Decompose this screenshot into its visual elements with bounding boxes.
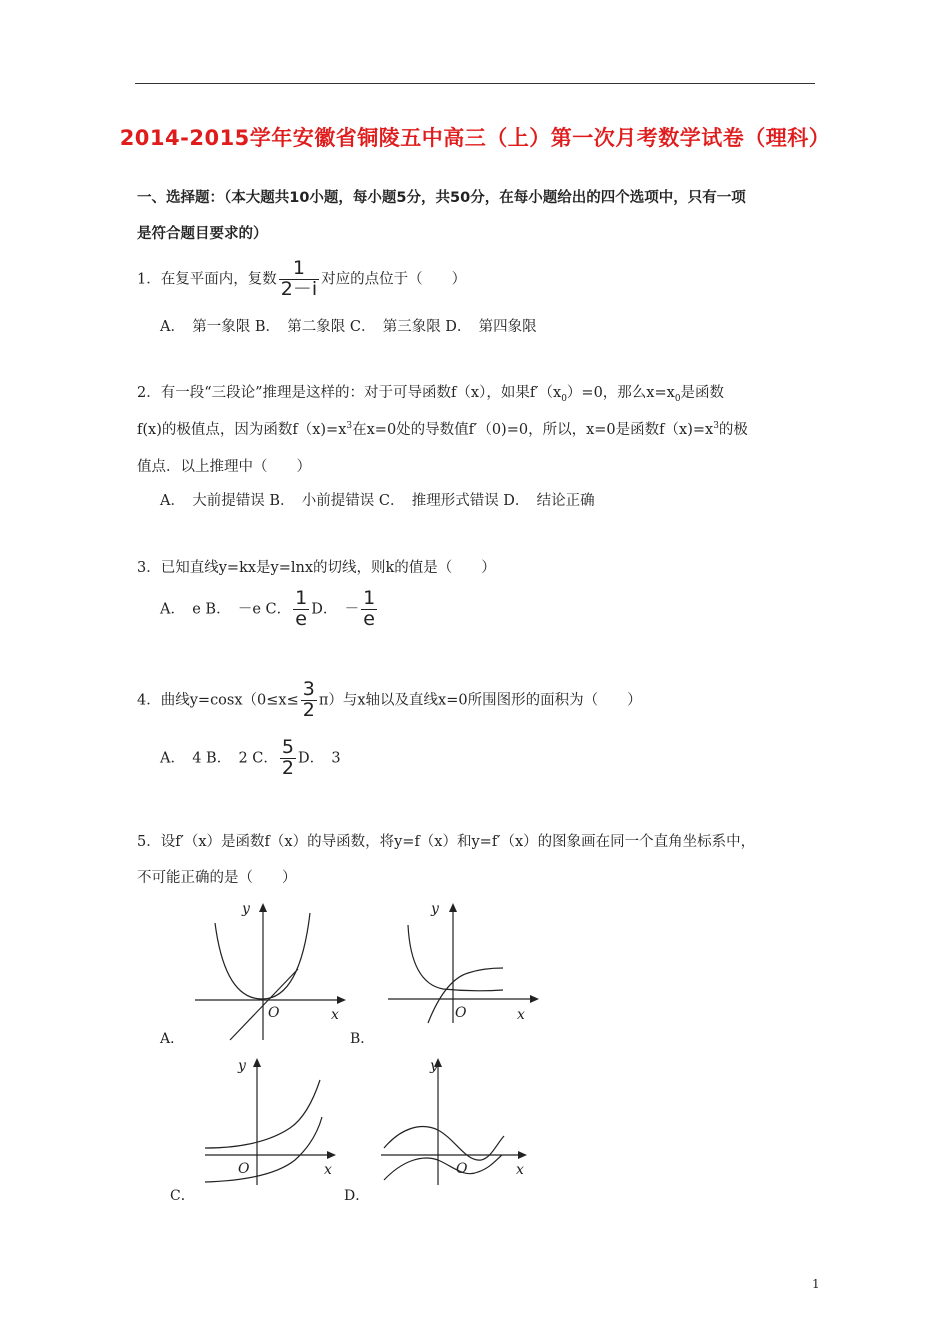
graph-b xyxy=(383,895,543,1025)
q3-fraction-c: $\frac{1}{e}$ xyxy=(295,587,308,630)
graph-d xyxy=(376,1050,536,1190)
svg-text:y: y xyxy=(431,901,439,917)
page-number: 1 xyxy=(812,1277,820,1291)
question-1-options: A． 第一象限 B． 第二象限 C． 第三象限 D． 第四象限 xyxy=(160,319,537,335)
question-1: 1．在复平面内，复数 $\frac{1}{2-i}$ 对应的点位于（ ） xyxy=(137,257,467,300)
section-heading-line1: 一、选择题：（本大题共10小题，每小题5分，共50分，在每小题给出的四个选项中，只有一项 xyxy=(137,190,746,206)
question-2-options: A． 大前提错误 B． 小前提错误 C． 推理形式错误 D． 结论正确 xyxy=(160,493,595,509)
svg-text:y: y xyxy=(238,1058,246,1074)
question-2-line1: 2．有一段“三段论”推理是这样的：对于可导函数f（x），如果$f'(x_0)=0$，那么$x=x_0$是函数 xyxy=(137,385,725,404)
svg-text:O: O xyxy=(455,1005,467,1021)
svg-text:O: O xyxy=(238,1161,250,1177)
q4-fraction: $\frac{3}{2}$ xyxy=(302,678,315,721)
graph-a xyxy=(190,895,350,1045)
graph-d-label: D． xyxy=(344,1188,370,1204)
svg-text:x: x xyxy=(517,1007,525,1023)
svg-text:y: y xyxy=(242,901,250,917)
question-3: 3．已知直线y=kx是y=lnx的切线，则k的值是（ ） xyxy=(137,560,496,576)
q3-fraction-d: $\frac{1}{e}$ xyxy=(363,587,376,630)
svg-text:x: x xyxy=(516,1162,524,1178)
page-title: 2014-2015学年安徽省铜陵五中高三（上）第一次月考数学试卷（理科） xyxy=(119,126,831,150)
section-heading-line2: 是符合题目要求的） xyxy=(137,226,268,242)
svg-text:y: y xyxy=(430,1058,438,1074)
graph-c-label: C． xyxy=(170,1188,195,1204)
question-2-line2: f(x)的极值点，因为函数$f(x)=x^3$在x=0处的导数值f′（0)=0，所以，x=0是函数$f(x)=x^3$的极 xyxy=(137,421,748,438)
header-rule xyxy=(135,83,815,84)
graph-b-label: B． xyxy=(350,1031,375,1047)
question-4-options: A． 4 B． 2 C． $\frac{5}{2}$ D． 3 xyxy=(160,736,341,779)
question-3-options: A． e B． －e C． $\frac{1}{e}$ D． － $\frac{1}{e}$ xyxy=(160,587,376,630)
question-5-line1: 5．设f′（x）是函数f（x）的导函数，将y=f（x）和y=f′（x）的图象画在同一个直角坐标系中， xyxy=(137,834,756,850)
question-5-line2: 不可能正确的是（ ） xyxy=(137,870,297,886)
q1-fraction: $\frac{1}{2-i}$ xyxy=(280,257,318,300)
svg-text:O: O xyxy=(456,1161,468,1177)
graph-c xyxy=(200,1050,350,1190)
svg-text:O: O xyxy=(268,1005,280,1021)
question-4: 4．曲线y=cosx（0≤x≤ $\frac{3}{2}$ π）与x轴以及直线x=0所围图形的面积为（ ） xyxy=(137,678,642,721)
svg-text:x: x xyxy=(324,1162,332,1178)
question-2-line3: 值点．以上推理中（ ） xyxy=(137,459,311,475)
q4-fraction-c: $\frac{5}{2}$ xyxy=(281,736,294,779)
graph-a-label: A． xyxy=(160,1031,185,1047)
svg-text:x: x xyxy=(331,1007,339,1023)
